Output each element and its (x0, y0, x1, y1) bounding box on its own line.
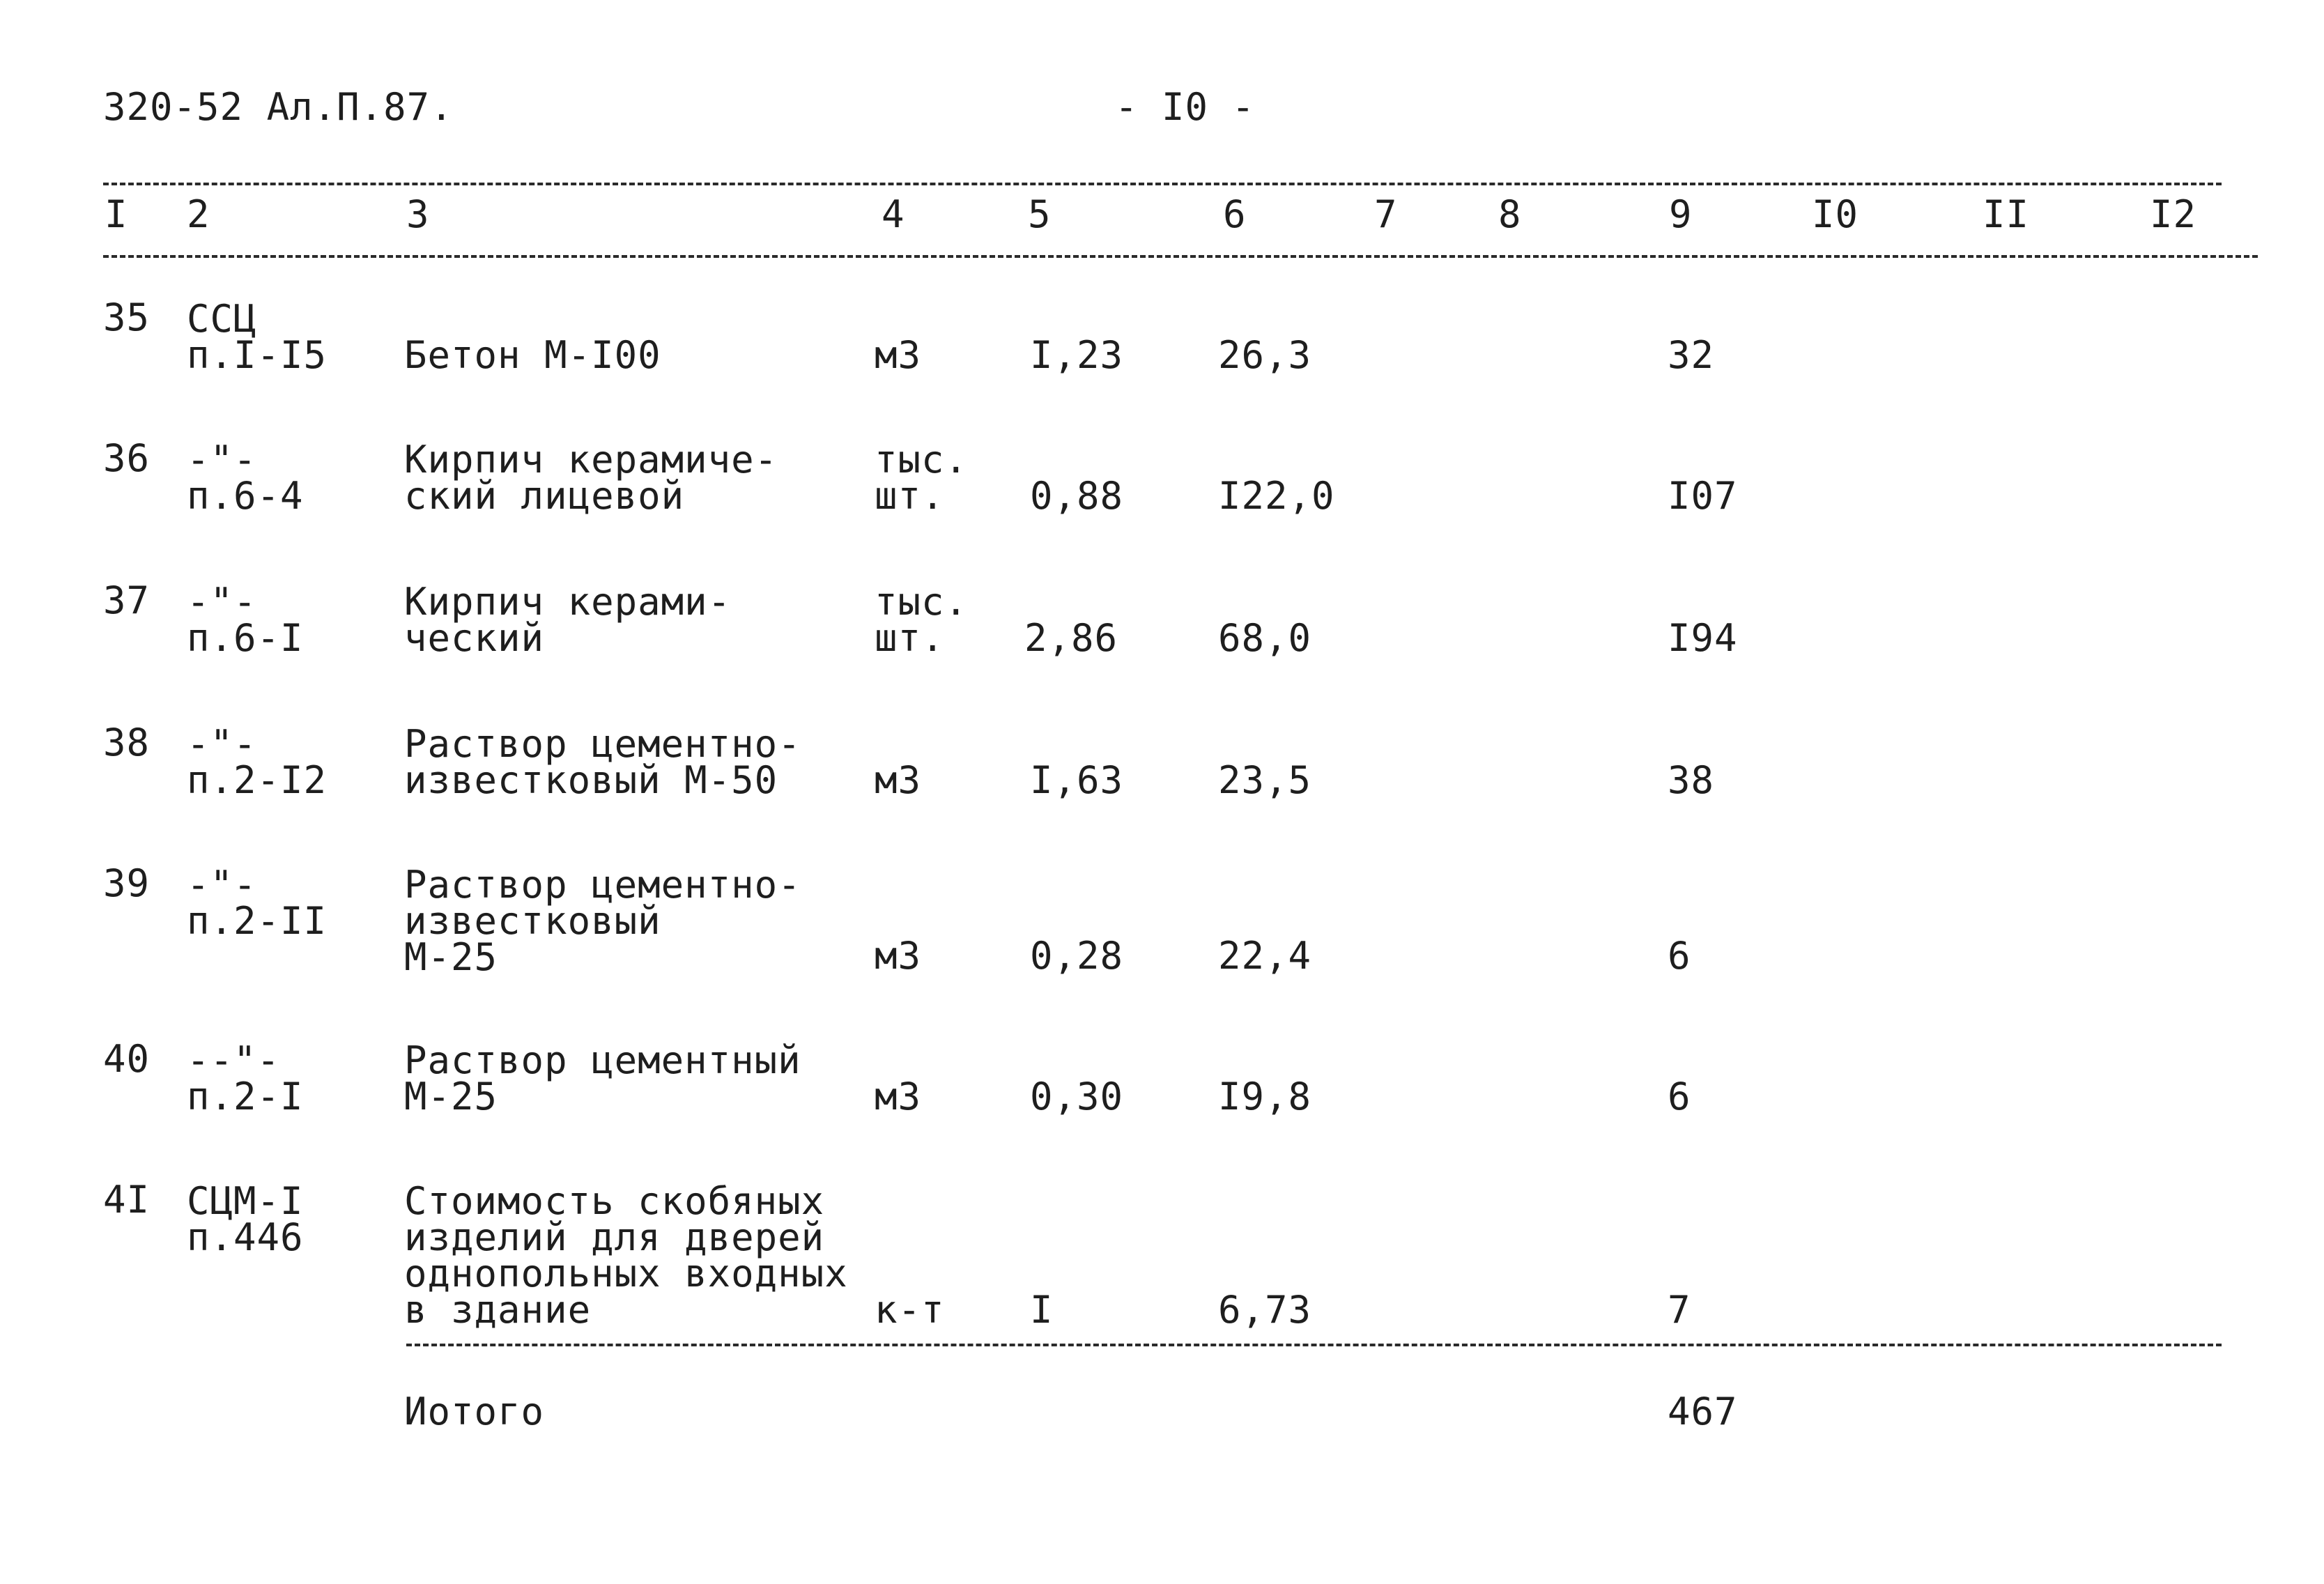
price-reference: -"- п.6-I (187, 580, 304, 660)
total-separator-rule (406, 1344, 2222, 1346)
row-number: 39 (103, 861, 151, 905)
quantity: I (1030, 1288, 1054, 1332)
total-cost: 6 (1668, 1075, 1691, 1118)
column-header: II (1983, 192, 2030, 236)
total-cost: I94 (1668, 616, 1738, 660)
unit: м3 (875, 934, 922, 978)
total-cost: 32 (1668, 333, 1715, 377)
unit-price: 68,0 (1218, 616, 1312, 660)
column-header: I (105, 192, 128, 236)
quantity: 0,28 (1030, 934, 1124, 978)
material-name: Кирпич керами- ческий (404, 580, 732, 660)
grand-total: 467 (1668, 1390, 1738, 1433)
price-reference: СЦМ-I п.446 (187, 1179, 304, 1259)
unit: тыс. шт. (875, 580, 969, 660)
unit: м3 (875, 758, 922, 802)
row-number: 4I (103, 1178, 151, 1222)
total-cost: I07 (1668, 474, 1738, 518)
row-number: 37 (103, 578, 151, 622)
unit-price: I22,0 (1218, 474, 1335, 518)
quantity: 2,86 (1024, 616, 1118, 660)
column-header: 4 (882, 192, 905, 236)
price-reference: --"- п.2-I (187, 1038, 304, 1118)
unit-price: 26,3 (1218, 333, 1312, 377)
total-cost: 7 (1668, 1288, 1691, 1332)
material-name: Раствор цементно- известковый М-25 (404, 863, 801, 979)
quantity: 0,88 (1030, 474, 1124, 518)
unit: м3 (875, 333, 922, 377)
material-name: Раствор цементный М-25 (404, 1038, 801, 1118)
unit-price: 23,5 (1218, 758, 1312, 802)
row-number: 36 (103, 436, 151, 480)
document-code: 320-52 Ал.П.87. (103, 85, 454, 129)
price-reference: -"- п.2-II (187, 863, 328, 943)
material-name: Раствор цементно- известковый М-50 (404, 722, 801, 802)
header-bottom-rule (103, 255, 2258, 258)
column-header: 9 (1669, 192, 1693, 236)
column-header: 5 (1028, 192, 1052, 236)
column-header: 6 (1223, 192, 1247, 236)
column-header: 3 (406, 192, 430, 236)
total-cost: 38 (1668, 758, 1715, 802)
price-reference: ССЦ п.I-I5 (187, 297, 328, 377)
material-name: Кирпич керамиче- ский лицевой (404, 438, 778, 518)
page-number: - I0 - (1115, 85, 1256, 129)
column-header: 8 (1498, 192, 1522, 236)
column-header: I2 (2150, 192, 2197, 236)
material-name: Бетон М-I00 (404, 333, 661, 377)
total-label: Иотого (404, 1390, 545, 1433)
quantity: I,63 (1030, 758, 1124, 802)
row-number: 35 (103, 295, 151, 339)
unit: тыс. шт. (875, 438, 969, 518)
unit-price: 6,73 (1218, 1288, 1312, 1332)
unit: м3 (875, 1075, 922, 1118)
column-header: 7 (1374, 192, 1398, 236)
price-reference: -"- п.2-I2 (187, 722, 328, 802)
unit-price: 22,4 (1218, 934, 1312, 978)
column-header: I0 (1812, 192, 1859, 236)
material-name: Стоимость скобяных изделий для дверей однопольных входных в здание (404, 1179, 848, 1332)
total-cost: 6 (1668, 934, 1691, 978)
quantity: 0,30 (1030, 1075, 1124, 1118)
price-reference: -"- п.6-4 (187, 438, 304, 518)
column-header: 2 (187, 192, 210, 236)
unit-price: I9,8 (1218, 1075, 1312, 1118)
quantity: I,23 (1030, 333, 1124, 377)
table-top-rule (103, 183, 2222, 185)
row-number: 40 (103, 1037, 151, 1081)
row-number: 38 (103, 721, 151, 764)
unit: к-т (875, 1288, 945, 1332)
